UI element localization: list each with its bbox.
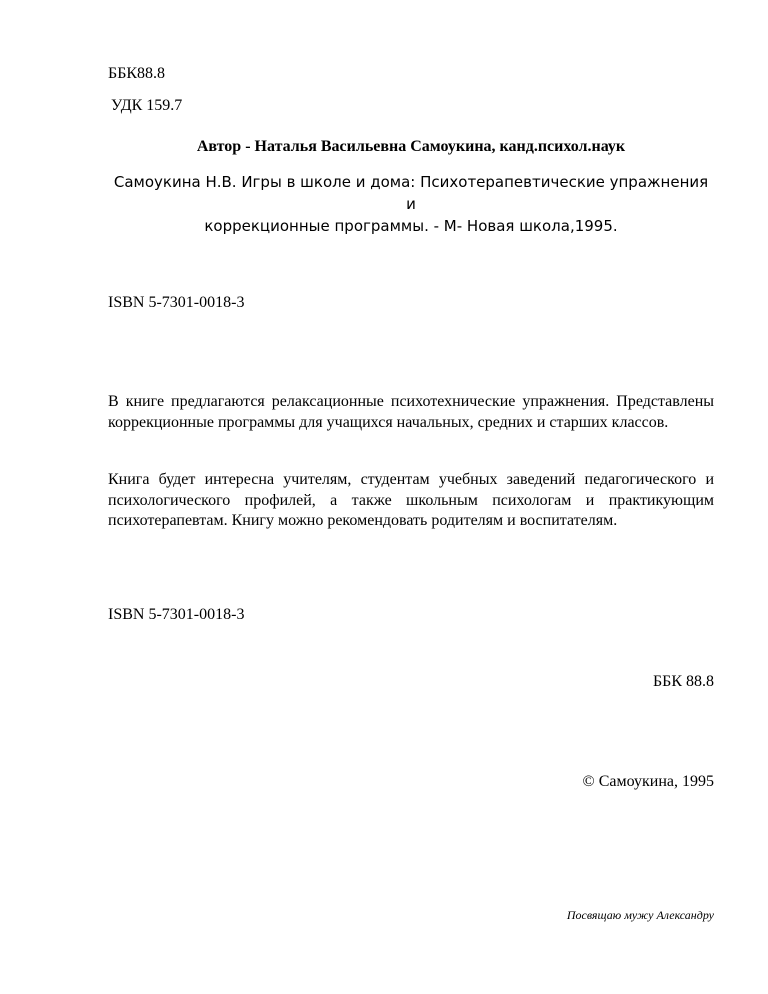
- citation-line-1: Самоукина Н.В. Игры в школе и дома: Психотерапевтические упражнения и: [113, 173, 709, 213]
- bbk-code-bottom: ББК 88.8: [652, 673, 714, 690]
- citation-line-2: коррекционные программы. - М- Новая школа,1995.: [204, 217, 618, 235]
- copyright-notice: © Самоукина, 1995: [582, 773, 714, 790]
- author-line: Автор - Наталья Васильевна Самоукина, канд.психол.наук: [196, 138, 626, 155]
- isbn-bottom: ISBN 5-7301-0018-3: [108, 606, 245, 623]
- dedication: Посвящаю мужу Александру: [566, 908, 714, 922]
- annotation-paragraph-2: Книга будет интересна учителям, студентам учебных заведений педагогического и психологического профилей, а также школьным психологам и практикующим психотерапевтам. Книгу можно рекомендовать родителям и воспитателям.: [108, 471, 714, 529]
- isbn-top: ISBN 5-7301-0018-3: [108, 294, 245, 311]
- annotation-paragraph-1: В книге предлагаются релаксационные психотехнические упражнения. Представлены коррекционные программы для учащихся начальных, средних и старших классов.: [108, 393, 714, 431]
- udk-code: УДК 159.7: [111, 97, 183, 114]
- bibliographic-citation: [108, 171, 714, 237]
- bbk-code: ББК88.8: [108, 65, 166, 82]
